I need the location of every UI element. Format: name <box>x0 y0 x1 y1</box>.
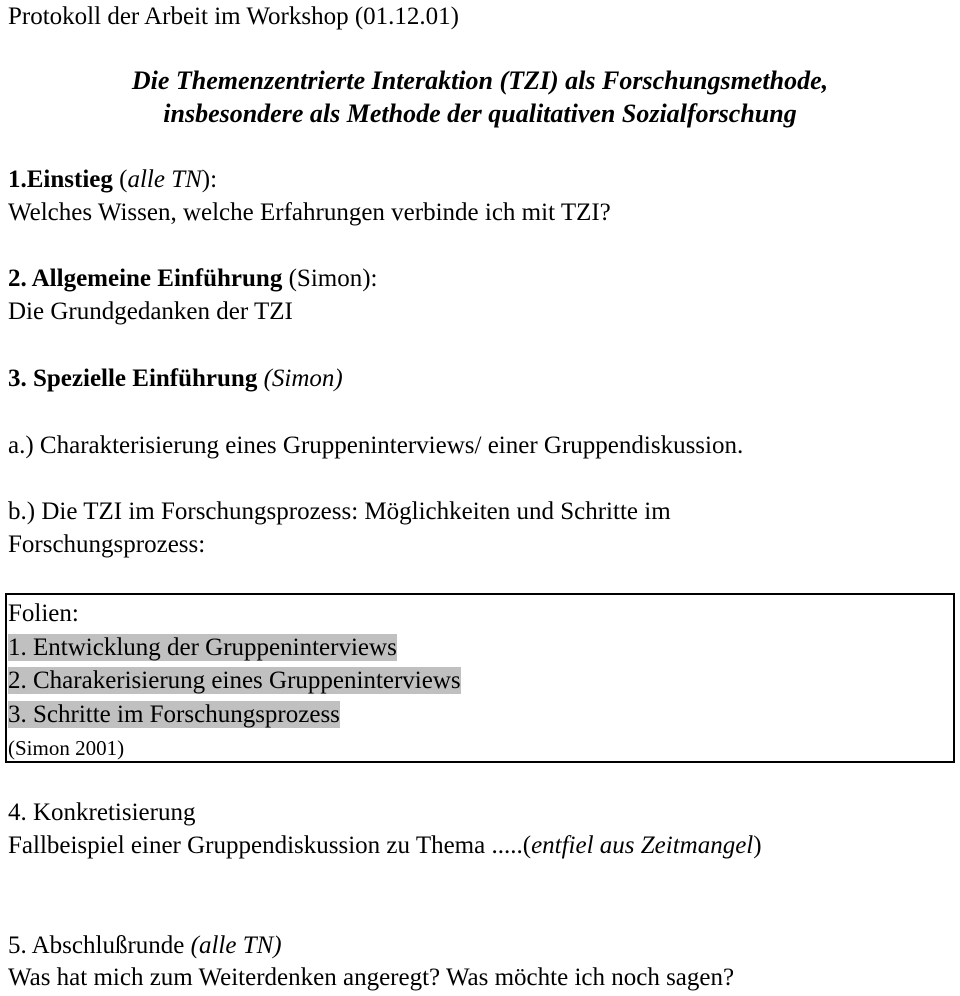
folien-source: (Simon 2001) <box>8 736 125 760</box>
title-line-2: insbesondere als Methode der qualitativen Sozialforschung <box>163 99 797 128</box>
section-2-heading-line <box>8 262 378 296</box>
folien-item-text: 3. Schritte im Forschungsprozess <box>8 701 340 728</box>
section-2-text: Die Grundgedanken der TZI <box>8 298 293 325</box>
section-4-heading: 4. Konkretisierung <box>8 799 196 826</box>
section-3-b-line-2: Forschungsprozess: <box>8 531 206 558</box>
section-4-text-line <box>8 829 762 863</box>
section-1-close: ): <box>201 166 218 193</box>
folien-label: Folien: <box>8 600 79 627</box>
section-3-who: (Simon) <box>257 365 343 392</box>
section-2-who: (Simon): <box>282 265 378 292</box>
section-4-open: ( <box>522 832 532 859</box>
section-5-heading-line <box>8 929 282 963</box>
section-5-heading: 5. Abschlußrunde <box>8 932 185 959</box>
section-1-text: Welches Wissen, welche Erfahrungen verbinde ich mit TZI? <box>8 199 611 226</box>
folien-item-1 <box>8 631 397 665</box>
document-header: Protokoll der Arbeit im Workshop (01.12.01) <box>8 3 459 30</box>
folien-item-text: 1. Entwicklung der Gruppeninterviews <box>8 634 397 661</box>
section-3-a: a.) Charakterisierung eines Gruppeninterviews/ einer Gruppendiskussion. <box>8 432 744 459</box>
section-4-note: entfiel aus Zeitmangel <box>531 832 754 859</box>
folien-item-2 <box>8 664 461 698</box>
folien-item-text: 2. Charakerisierung eines Gruppeninterviews <box>8 667 461 694</box>
folien-item-3 <box>8 698 340 732</box>
section-3-heading: 3. Spezielle Einführung <box>8 365 258 392</box>
section-4-close: ) <box>753 832 762 859</box>
section-3-b-line-1: b.) Die TZI im Forschungsprozess: Möglichkeiten und Schritte im <box>8 498 671 525</box>
section-3-heading-line <box>8 362 343 396</box>
section-2-heading: 2. Allgemeine Einführung <box>8 265 283 292</box>
section-5-text: Was hat mich zum Weiterdenken angeregt? Was möchte ich noch sagen? <box>8 964 735 991</box>
section-4-text: Fallbeispiel einer Gruppendiskussion zu Thema ..... <box>8 832 523 859</box>
section-1-heading-line <box>8 163 217 197</box>
section-1-who: alle TN <box>127 166 202 193</box>
section-1-heading: 1.Einstieg <box>8 166 113 193</box>
title-line-1: Die Themenzentrierte Interaktion (TZI) als Forschungsmethode, <box>131 66 829 95</box>
section-5-who: (alle TN) <box>184 932 282 959</box>
section-1-open: ( <box>112 166 128 193</box>
